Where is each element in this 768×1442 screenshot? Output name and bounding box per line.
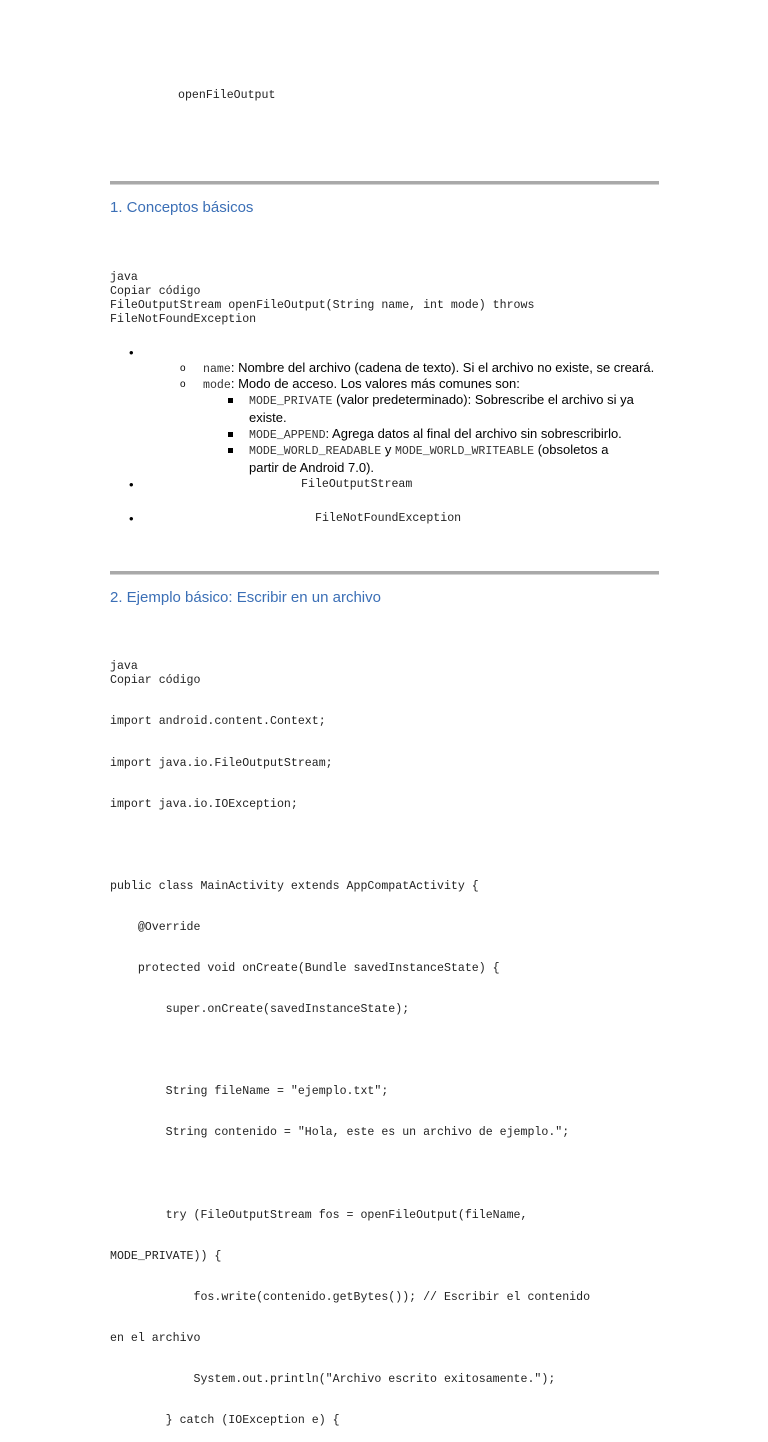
code-lang-label-1: java	[110, 271, 138, 284]
code-line: try (FileOutputStream fos = openFileOutput(fileName,	[110, 1208, 528, 1222]
mode-world-desc-1: (obsoletos a	[534, 442, 609, 457]
mode-append-desc: : Agrega datos al final del archivo sin sobrescribirlo.	[325, 426, 622, 441]
mode-world-and: y	[381, 442, 395, 457]
section-heading-1: 1. Conceptos básicos	[110, 199, 254, 216]
code-line: en el archivo	[110, 1332, 201, 1345]
mode-private-desc-1: (valor predeterminado): Sobrescribe el archivo si ya	[332, 392, 634, 407]
code-line: fos.write(contenido.getBytes()); // Escribir el contenido	[110, 1290, 591, 1304]
mode-world-writeable-code: MODE_WORLD_WRITEABLE	[394, 445, 535, 458]
code-line: @Override	[110, 920, 201, 934]
mode-world-desc-2: partir de Android 7.0).	[249, 460, 375, 475]
param-mode-code: mode	[203, 379, 231, 392]
code-line	[110, 1044, 590, 1058]
copy-code-button-1[interactable]: Copiar código	[110, 285, 201, 298]
param-mode-desc: : Modo de acceso. Los valores más comunes son:	[230, 376, 520, 391]
bullet-square-private	[228, 398, 233, 403]
code-line: public class MainActivity extends AppCompatActivity {	[110, 879, 479, 893]
section-divider-2	[110, 571, 659, 575]
code-line: import java.io.IOException;	[110, 797, 298, 811]
signature-line-1: FileOutputStream openFileOutput(String name, int mode) throws	[110, 299, 535, 312]
code-line: System.out.println("Archivo escrito exitosamente.");	[110, 1373, 556, 1387]
code-line	[110, 1168, 590, 1182]
code-line	[110, 839, 590, 853]
bullet-circle-name: o	[180, 363, 186, 374]
param-name-code: name	[203, 363, 231, 376]
mode-private-item	[249, 392, 659, 426]
bullet-circle-mode: o	[180, 379, 186, 390]
code-line: String contenido = "Hola, este es un archivo de ejemplo.";	[110, 1126, 570, 1140]
section-heading-2: 2. Ejemplo básico: Escribir en un archivo	[110, 589, 381, 606]
signature-line-2: FileNotFoundException	[110, 313, 257, 326]
param-name-desc: : Nombre del archivo (cadena de texto). Si el archivo no existe, se creará.	[230, 360, 655, 375]
copy-code-button-2[interactable]: Copiar código	[110, 674, 201, 687]
bullet-square-append	[228, 432, 233, 437]
section-divider-1	[110, 181, 659, 185]
code-line: String fileName = "ejemplo.txt";	[110, 1085, 389, 1099]
code-lang-label-2: java	[110, 660, 138, 673]
exception-type-code: FileNotFoundException	[315, 512, 462, 525]
bullet-dot-exception: •	[129, 511, 134, 526]
return-type-code: FileOutputStream	[301, 478, 413, 491]
bullet-dot-return: •	[129, 477, 134, 492]
code-line: import android.content.Context;	[110, 715, 326, 729]
top-code-fragment: openFileOutput	[178, 89, 276, 102]
bullet-square-world	[228, 448, 233, 453]
mode-world-readable-code: MODE_WORLD_READABLE	[249, 445, 382, 458]
mode-world-item	[249, 442, 659, 476]
code-line: super.onCreate(savedInstanceState);	[110, 1003, 410, 1017]
mode-private-code: MODE_PRIVATE	[249, 395, 333, 408]
code-line: MODE_PRIVATE)) {	[110, 1249, 222, 1263]
code-line: import java.io.FileOutputStream;	[110, 756, 333, 770]
code-line: } catch (IOException e) {	[110, 1414, 340, 1428]
mode-append-code: MODE_APPEND	[249, 429, 326, 442]
mode-private-desc-2: existe.	[249, 410, 287, 425]
code-block-2	[110, 688, 590, 1442]
bullet-dot-params: •	[129, 345, 134, 360]
code-line: protected void onCreate(Bundle savedInstanceState) {	[110, 962, 500, 976]
